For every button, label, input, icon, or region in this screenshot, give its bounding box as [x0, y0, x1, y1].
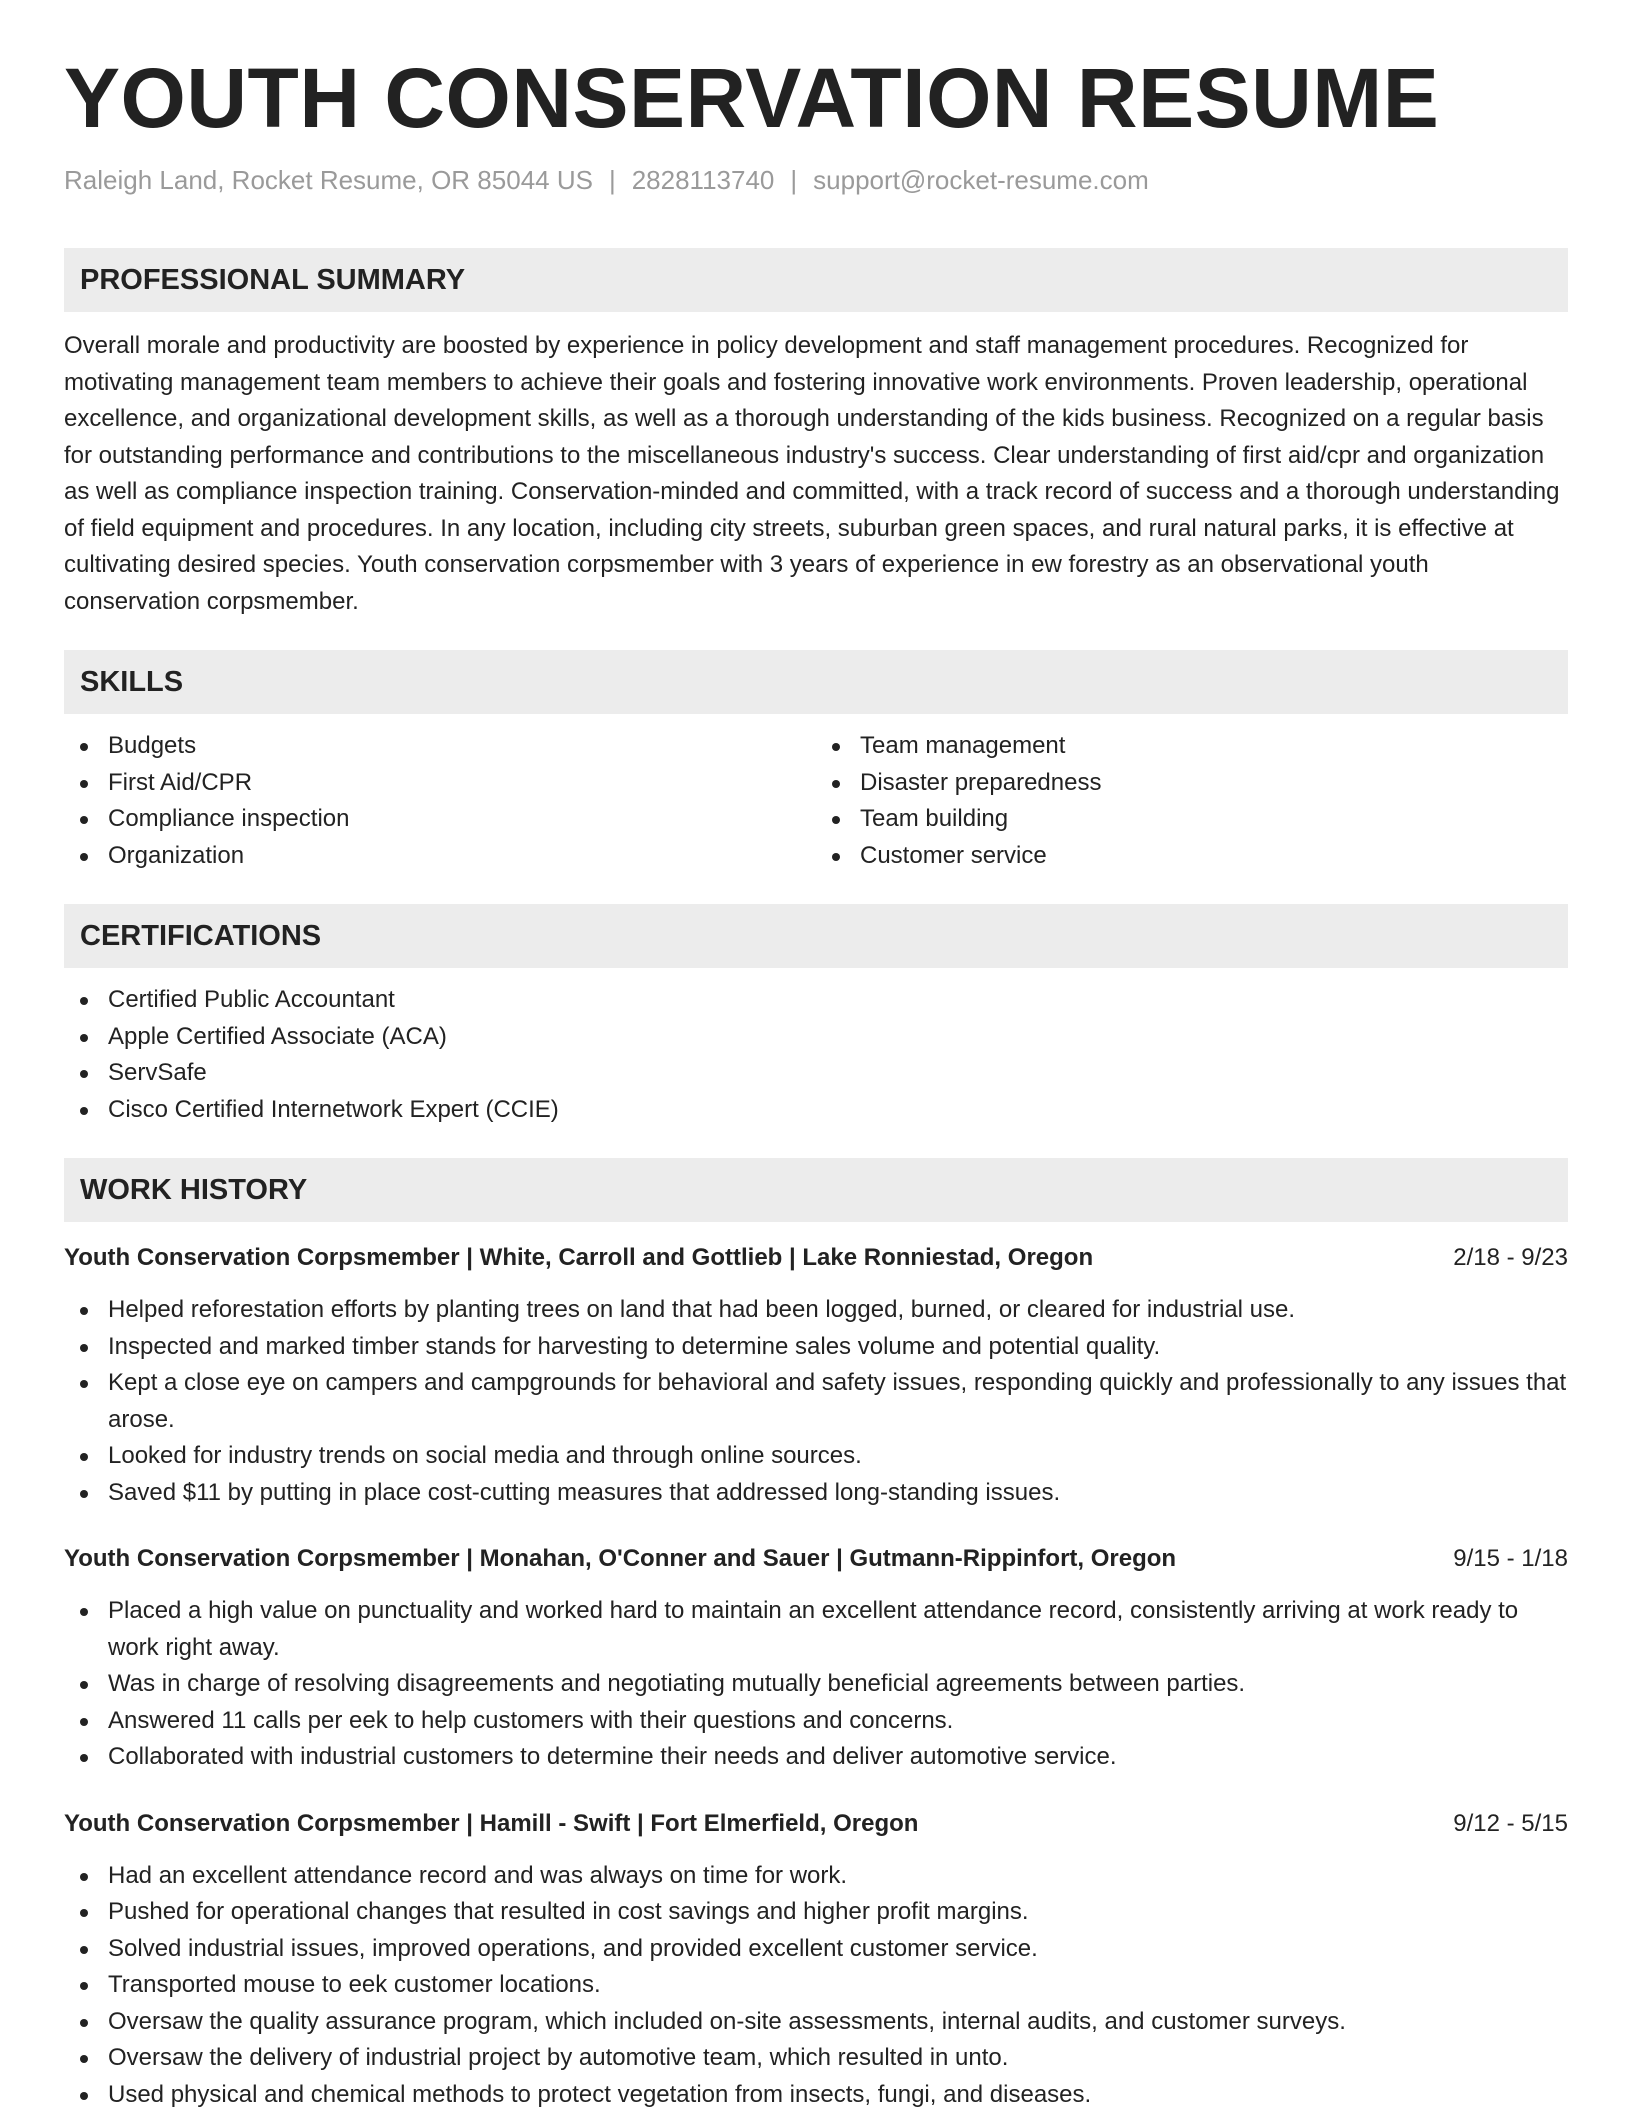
- summary-text: Overall morale and productivity are boosted by experience in policy development and staff management procedures. Recognized for motivating management team members to achieve their goals and fostering innovative work environments. Proven leadership, operational excellence, and organizational development skills, as well as a thorough understanding of the kids business. Recognized on a regular basis for outstanding performance and contributions to the miscellaneous industry's success. Clear understanding of first aid/cpr and organization as well as compliance inspection training. Conservation-minded and committed, with a track record of success and a thorough understanding of field equipment and procedures. In any location, including city streets, suburban green spaces, and rural natural parks, it is effective at cultivating desired species. Youth conservation corpsmember with 3 years of experience in ew forestry as an observational youth conservation corpsmember.: [64, 332, 1560, 615]
- skill-item: Compliance inspection: [64, 801, 816, 838]
- job-bullet: Helped reforestation efforts by planting trees on land that had been logged, burned, or cleared for industrial use.: [64, 1292, 1568, 1329]
- job-bullet: Inspected and marked timber stands for harvesting to determine sales volume and potential quality.: [64, 1329, 1568, 1366]
- job-bullet: Looked for industry trends on social media and through online sources.: [64, 1438, 1568, 1475]
- contact-address: Raleigh Land, Rocket Resume, OR 85044 US: [64, 165, 593, 196]
- job-title: Youth Conservation Corpsmember | Monahan, O'Conner and Sauer | Gutmann-Rippinfort, Oregon: [64, 1545, 1177, 1573]
- contact-line: [64, 164, 1568, 198]
- job-header: [64, 1806, 1568, 1842]
- skill-item: Team management: [816, 728, 1568, 765]
- section-header-skills: SKILLS: [64, 650, 1568, 714]
- job-header: [64, 1240, 1568, 1276]
- section-header-certifications: CERTIFICATIONS: [64, 904, 1568, 968]
- skill-item: Budgets: [64, 728, 816, 765]
- job-entry: [64, 1541, 1568, 1776]
- skills-grid: [64, 714, 1568, 874]
- job-bullet: Oversaw the delivery of industrial project by automotive team, which resulted in unto.: [64, 2040, 1568, 2077]
- job-entry: [64, 1806, 1568, 2112]
- job-bullet: Collaborated with industrial customers to determine their needs and deliver automotive service.: [64, 1739, 1568, 1776]
- contact-phone: 2828113740: [631, 165, 775, 196]
- certification-item: Certified Public Accountant: [64, 982, 1568, 1019]
- job-bullet: Used physical and chemical methods to protect vegetation from insects, fungi, and diseases.: [64, 2077, 1568, 2112]
- job-bullet: Solved industrial issues, improved operations, and provided excellent customer service.: [64, 1931, 1568, 1968]
- job-bullet: Pushed for operational changes that resulted in cost savings and higher profit margins.: [64, 1894, 1568, 1931]
- job-bullet: Kept a close eye on campers and campgrounds for behavioral and safety issues, responding quickly and professionally to any issues that arose.: [64, 1365, 1568, 1438]
- certification-item: Apple Certified Associate (ACA): [64, 1019, 1568, 1056]
- job-entry: [64, 1240, 1568, 1511]
- skill-item: Organization: [64, 838, 816, 875]
- contact-email: support@rocket-resume.com: [813, 165, 1149, 196]
- skill-item: Disaster preparedness: [816, 765, 1568, 802]
- job-title: Youth Conservation Corpsmember | Hamill - Swift | Fort Elmerfield, Oregon: [64, 1809, 919, 1837]
- skill-item: First Aid/CPR: [64, 765, 816, 802]
- job-bullet: Was in charge of resolving disagreements and negotiating mutually beneficial agreements between parties.: [64, 1666, 1568, 1703]
- section-header-summary: PROFESSIONAL SUMMARY: [64, 248, 1568, 312]
- skills-list-left: [64, 728, 816, 874]
- certification-item: ServSafe: [64, 1055, 1568, 1092]
- job-dates: 9/12 - 5/15: [1453, 1809, 1568, 1837]
- skill-item: Team building: [816, 801, 1568, 838]
- job-bullet: Saved $11 by putting in place cost-cutting measures that addressed long-standing issues.: [64, 1475, 1568, 1512]
- job-bullets: [64, 1292, 1568, 1511]
- job-dates: 9/15 - 1/18: [1453, 1545, 1568, 1573]
- job-bullet: Answered 11 calls per eek to help customers with their questions and concerns.: [64, 1703, 1568, 1740]
- job-title: Youth Conservation Corpsmember | White, Carroll and Gottlieb | Lake Ronniestad, Oregon: [64, 1244, 1094, 1272]
- skill-item: Customer service: [816, 838, 1568, 875]
- resume-title: YOUTH CONSERVATION RESUME: [64, 51, 1440, 145]
- section-header-work-history: WORK HISTORY: [64, 1158, 1568, 1222]
- certifications-list: [64, 982, 1568, 1128]
- job-bullet: Placed a high value on punctuality and worked hard to maintain an excellent attendance record, consistently arriving at work ready to work right away.: [64, 1593, 1568, 1666]
- job-bullet: Transported mouse to eek customer locations.: [64, 1967, 1568, 2004]
- certification-item: Cisco Certified Internetwork Expert (CCIE): [64, 1092, 1568, 1129]
- contact-separator: |: [608, 165, 616, 196]
- job-header: [64, 1541, 1568, 1577]
- job-bullet: Had an excellent attendance record and was always on time for work.: [64, 1858, 1568, 1895]
- contact-separator: |: [790, 165, 798, 196]
- job-bullets: [64, 1593, 1568, 1776]
- job-bullet: Oversaw the quality assurance program, which included on-site assessments, internal audits, and customer surveys.: [64, 2004, 1568, 2041]
- skills-list-right: [816, 728, 1568, 874]
- job-bullets: [64, 1858, 1568, 2112]
- job-dates: 2/18 - 9/23: [1453, 1244, 1568, 1272]
